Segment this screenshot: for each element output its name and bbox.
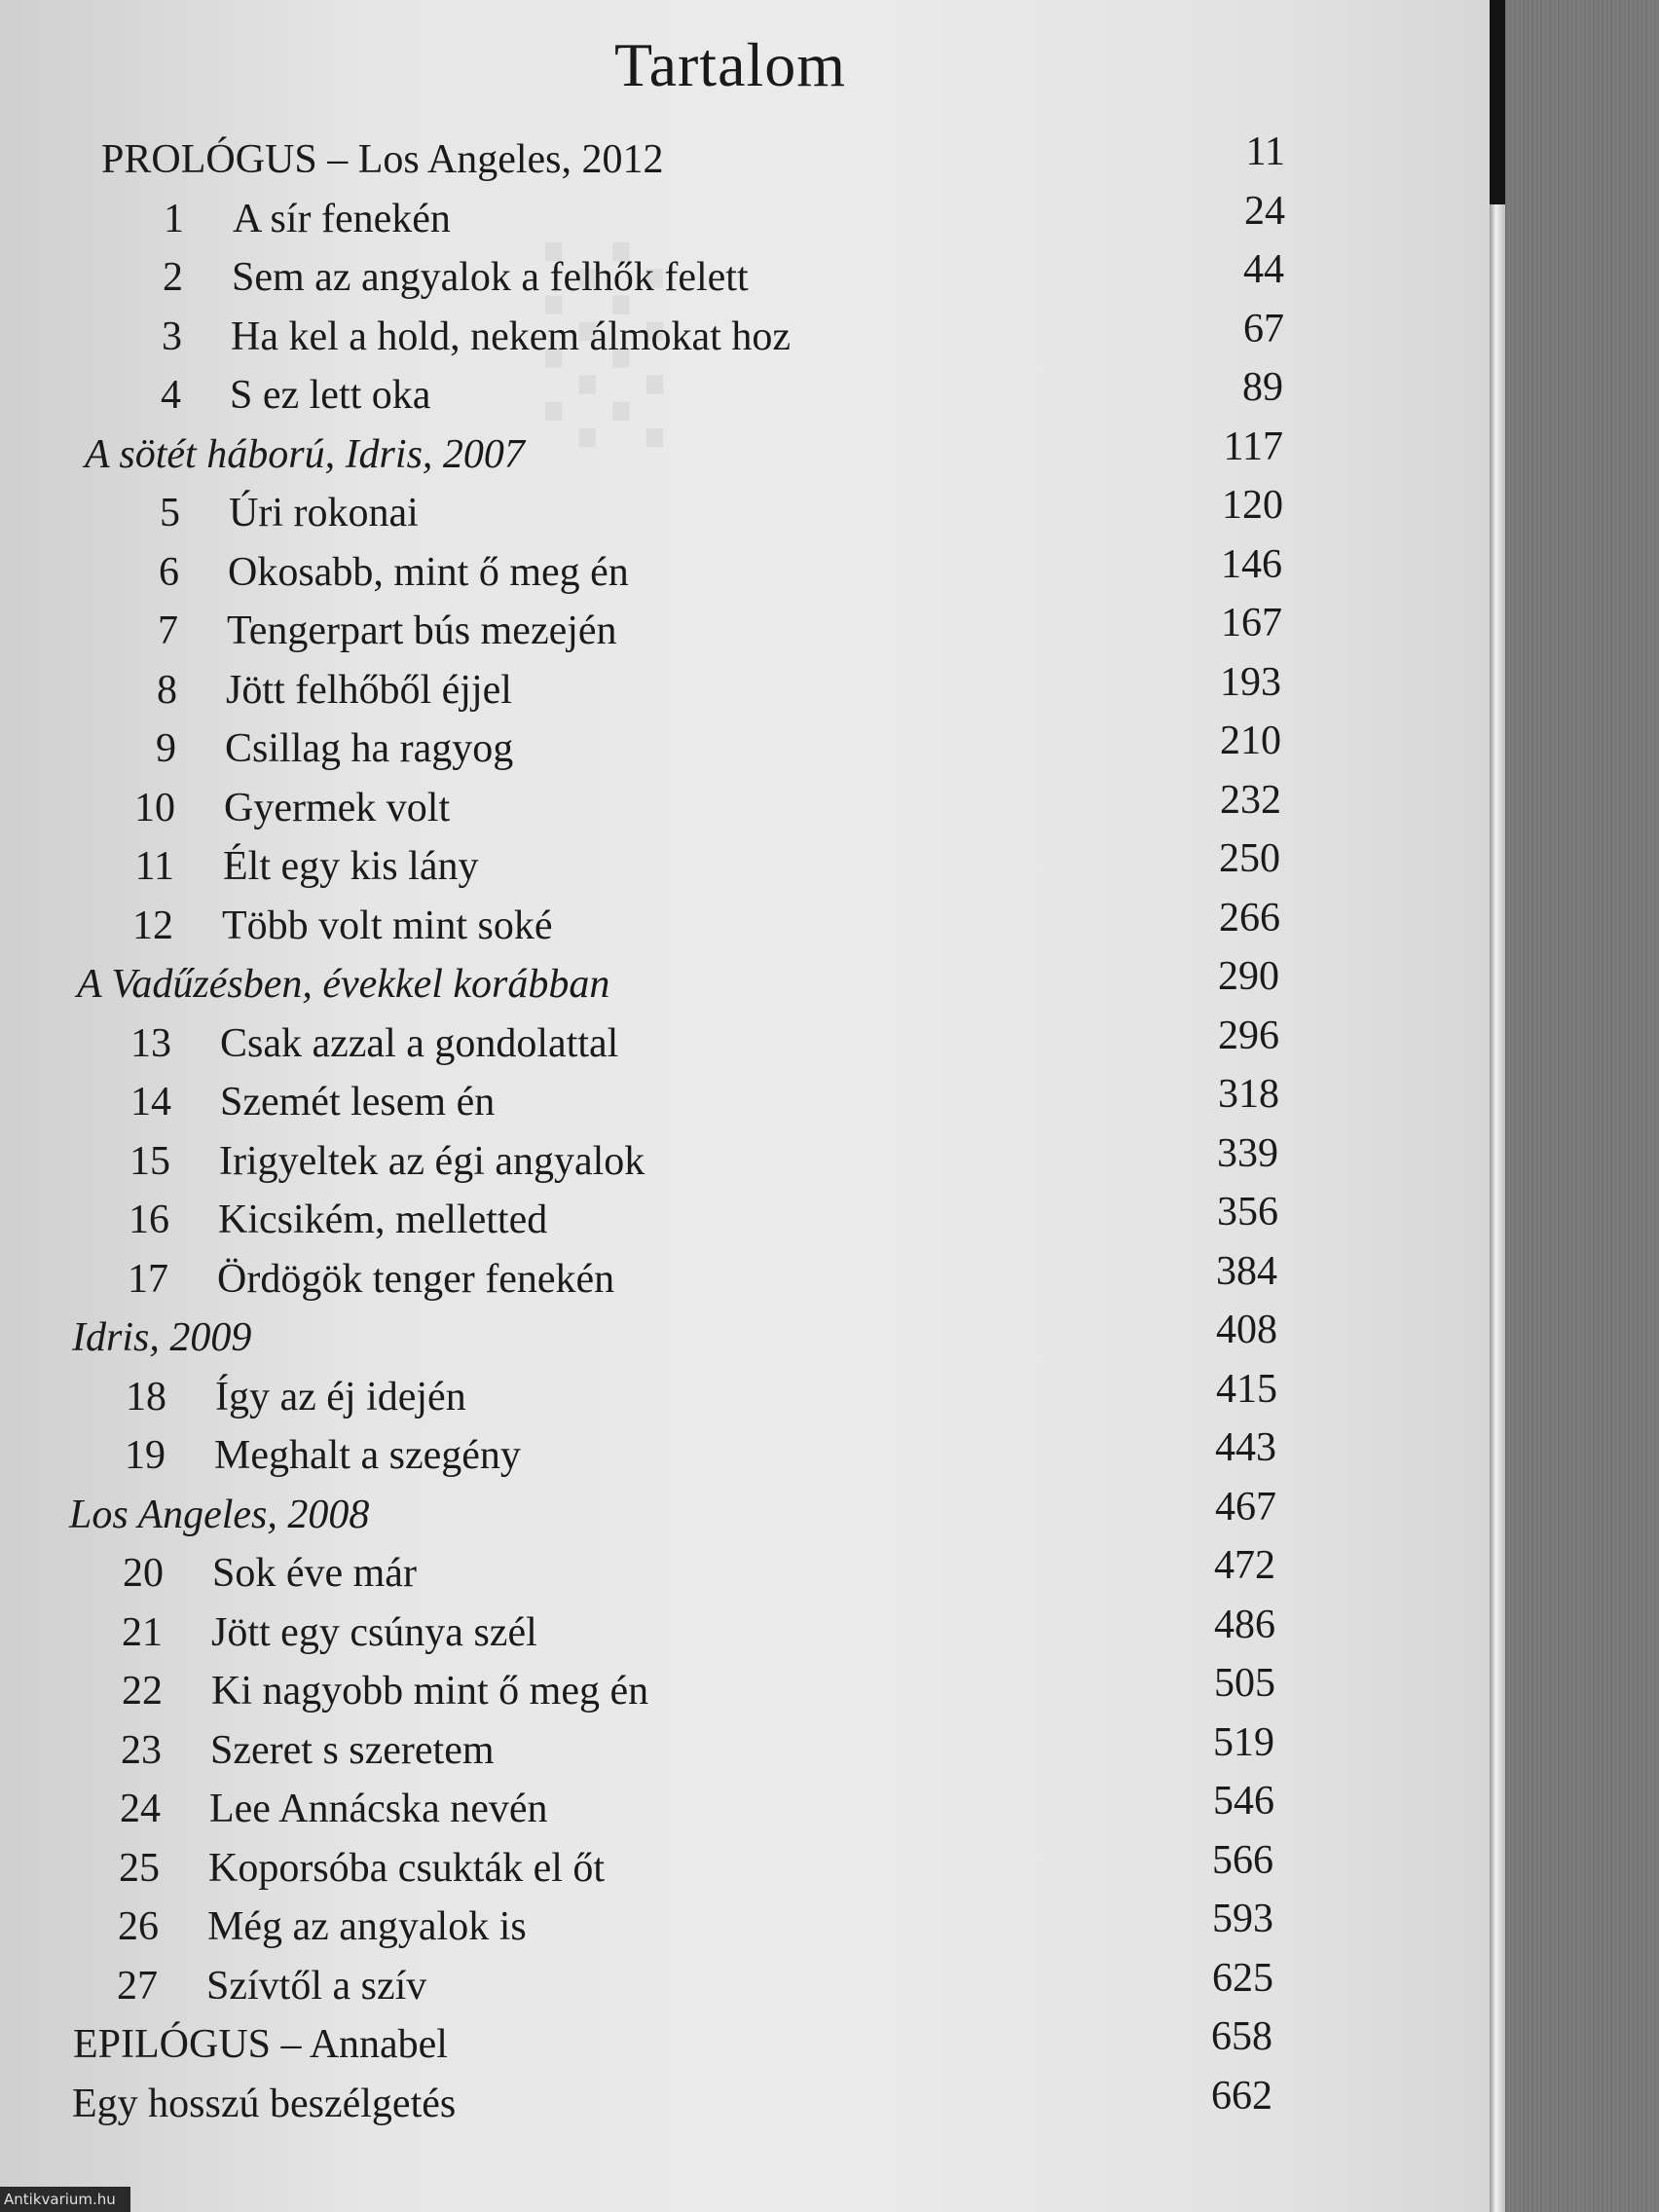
chapter-number: 11 — [134, 844, 174, 889]
toc-entry — [0, 1719, 1490, 1786]
page-number: 210 — [1220, 719, 1281, 763]
chapter-title: Sok éve már — [212, 1551, 417, 1596]
chapter-title: Jött felhőből éjjel — [226, 667, 512, 713]
chapter-number: 3 — [162, 313, 182, 359]
page-edge — [1490, 0, 1505, 2212]
page-number: 266 — [1219, 895, 1280, 940]
chapter-title: Ki nagyobb mint ő meg én — [211, 1669, 649, 1714]
page-number: 193 — [1220, 659, 1281, 705]
page-number: 89 — [1242, 365, 1283, 410]
chapter-title: Ha kel a hold, nekem álmokat hoz — [231, 313, 791, 359]
toc-entry — [0, 1425, 1490, 1491]
page-number: 384 — [1216, 1248, 1277, 1294]
page-number: 296 — [1218, 1013, 1279, 1058]
toc-entry — [0, 483, 1490, 548]
page-number: 339 — [1217, 1130, 1278, 1176]
toc-entry — [0, 1484, 1490, 1550]
chapter-number: 4 — [161, 373, 181, 418]
toc-entry — [0, 306, 1490, 372]
chapter-title: Így az éj idején — [215, 1374, 466, 1419]
page-number: 658 — [1211, 2014, 1272, 2059]
page-number: 250 — [1219, 836, 1280, 881]
page-number: 67 — [1243, 306, 1284, 351]
page-number: 11 — [1245, 129, 1285, 174]
chapter-number: 13 — [130, 1020, 171, 1066]
toc-entry — [0, 601, 1490, 666]
section-title: EPILÓGUS – Annabel — [73, 2022, 448, 2067]
page-number: 486 — [1214, 1602, 1275, 1647]
toc-entry — [0, 129, 1490, 195]
toc-entry — [0, 1837, 1490, 1903]
page-number: 167 — [1221, 601, 1282, 645]
page-number: 408 — [1216, 1308, 1277, 1352]
chapter-number: 17 — [128, 1256, 168, 1302]
toc-entry — [0, 365, 1490, 430]
toc-entry — [0, 836, 1490, 902]
chapter-title: Sem az angyalok a felhők felett — [232, 255, 749, 300]
chapter-title: S ez lett oka — [230, 373, 431, 418]
chapter-number: 19 — [125, 1433, 166, 1478]
page-number: 318 — [1218, 1072, 1279, 1117]
toc-entry — [0, 247, 1490, 313]
chapter-title: Okosabb, mint ő meg én — [228, 549, 629, 595]
chapter-title: Koporsóba csukták el őt — [208, 1845, 606, 1891]
chapter-title: A sír fenekén — [233, 196, 451, 241]
chapter-number: 5 — [160, 491, 180, 535]
toc-entry — [0, 1779, 1490, 1844]
chapter-title: Irigyeltek az égi angyalok — [219, 1138, 645, 1184]
toc-entry — [0, 1661, 1490, 1726]
toc-entry — [0, 1072, 1490, 1137]
toc-entry — [0, 895, 1490, 961]
chapter-title: Meghalt a szegény — [214, 1433, 521, 1478]
page-number: 24 — [1244, 188, 1285, 234]
toc-entry — [0, 1013, 1490, 1079]
toc-entry — [0, 1308, 1490, 1373]
page-number: 44 — [1243, 247, 1284, 292]
chapter-number: 6 — [159, 549, 179, 595]
toc-entry — [0, 541, 1490, 608]
page-number: 467 — [1215, 1484, 1276, 1530]
section-title: Los Angeles, 2008 — [69, 1492, 370, 1537]
page-number: 443 — [1215, 1425, 1276, 1470]
toc-entry — [0, 188, 1490, 254]
chapter-number: 25 — [119, 1845, 160, 1891]
chapter-number: 23 — [121, 1727, 162, 1773]
toc-entry — [0, 719, 1490, 784]
page-number: 415 — [1216, 1366, 1277, 1412]
chapter-title: Lee Annácska nevén — [209, 1787, 548, 1831]
toc-entry — [0, 777, 1490, 843]
page-number: 625 — [1212, 1955, 1273, 2001]
page-number: 519 — [1213, 1719, 1274, 1765]
toc-entry — [0, 1897, 1490, 1962]
chapter-title: Úri rokonai — [229, 491, 419, 535]
show-through-decoration: ░ — [545, 243, 681, 447]
page-number: 566 — [1212, 1837, 1273, 1883]
section-title: Egy hosszú beszélgetés — [72, 2081, 457, 2126]
chapter-title: Csillag ha ragyog — [225, 726, 514, 771]
chapter-number: 12 — [132, 903, 173, 948]
chapter-title: Kicsikém, melletted — [218, 1198, 548, 1242]
toc-entry — [0, 1248, 1490, 1314]
chapter-title: Szeret s szeretem — [210, 1727, 495, 1773]
chapter-number: 10 — [134, 785, 175, 830]
chapter-title: Csak azzal a gondolattal — [220, 1020, 619, 1066]
chapter-number: 1 — [164, 196, 184, 241]
book-spine-shadow — [1490, 0, 1505, 204]
chapter-number: 7 — [158, 608, 178, 653]
page-number: 546 — [1213, 1779, 1274, 1824]
chapter-number: 20 — [123, 1551, 164, 1596]
page-number: 232 — [1220, 777, 1281, 823]
toc-entry — [0, 1130, 1490, 1197]
toc-entry — [0, 1366, 1490, 1432]
toc-entry — [0, 1543, 1490, 1608]
page-number: 290 — [1218, 954, 1279, 999]
toc-entry — [0, 954, 1490, 1019]
chapter-number: 14 — [130, 1080, 171, 1124]
toc-entry — [0, 1602, 1490, 1668]
toc-entry — [0, 2073, 1490, 2139]
chapter-title: Jött egy csúnya szél — [211, 1609, 537, 1655]
chapter-title: Élt egy kis lány — [223, 844, 479, 889]
page-number: 662 — [1211, 2073, 1272, 2119]
chapter-number: 18 — [126, 1374, 166, 1419]
chapter-title: Szívtől a szív — [206, 1963, 427, 2009]
toc-entry — [0, 659, 1490, 725]
chapter-number: 2 — [163, 255, 183, 300]
background-surface — [1505, 0, 1659, 2212]
chapter-number: 16 — [129, 1198, 169, 1242]
section-title: A sötét háború, Idris, 2007 — [85, 431, 525, 477]
page-number: 593 — [1212, 1897, 1273, 1941]
page-title: Tartalom — [613, 30, 847, 99]
chapter-number: 21 — [122, 1609, 163, 1655]
chapter-number: 15 — [129, 1138, 170, 1184]
source-watermark: Antikvarium.hu — [0, 2187, 130, 2212]
chapter-number: 26 — [118, 1904, 159, 1949]
section-title: PROLÓGUS – Los Angeles, 2012 — [101, 137, 664, 182]
chapter-title: Ördögök tenger fenekén — [217, 1256, 615, 1302]
section-title: A Vadűzésben, évekkel korábban — [77, 962, 610, 1007]
section-title: Idris, 2009 — [72, 1315, 252, 1360]
toc-entry — [0, 1955, 1490, 2021]
page-number: 356 — [1217, 1190, 1278, 1235]
chapter-title: Gyermek volt — [224, 785, 451, 830]
chapter-title: Több volt mint soké — [222, 903, 553, 948]
chapter-number: 9 — [156, 726, 176, 771]
chapter-number: 22 — [122, 1669, 163, 1714]
page-number: 472 — [1214, 1543, 1275, 1588]
toc-entry — [0, 424, 1490, 490]
chapter-title: Még az angyalok is — [207, 1904, 527, 1949]
page-number: 120 — [1222, 483, 1283, 528]
chapter-number: 8 — [157, 667, 177, 713]
chapter-number: 27 — [117, 1963, 158, 2009]
toc-entry — [0, 1190, 1490, 1255]
chapter-title: Szemét lesem én — [220, 1080, 496, 1124]
chapter-number: 24 — [120, 1787, 161, 1831]
toc-entry — [0, 2014, 1490, 2080]
page-number: 146 — [1221, 541, 1282, 587]
page-number: 505 — [1214, 1661, 1275, 1706]
chapter-title: Tengerpart bús mezején — [227, 608, 617, 653]
page-number: 117 — [1223, 424, 1283, 469]
